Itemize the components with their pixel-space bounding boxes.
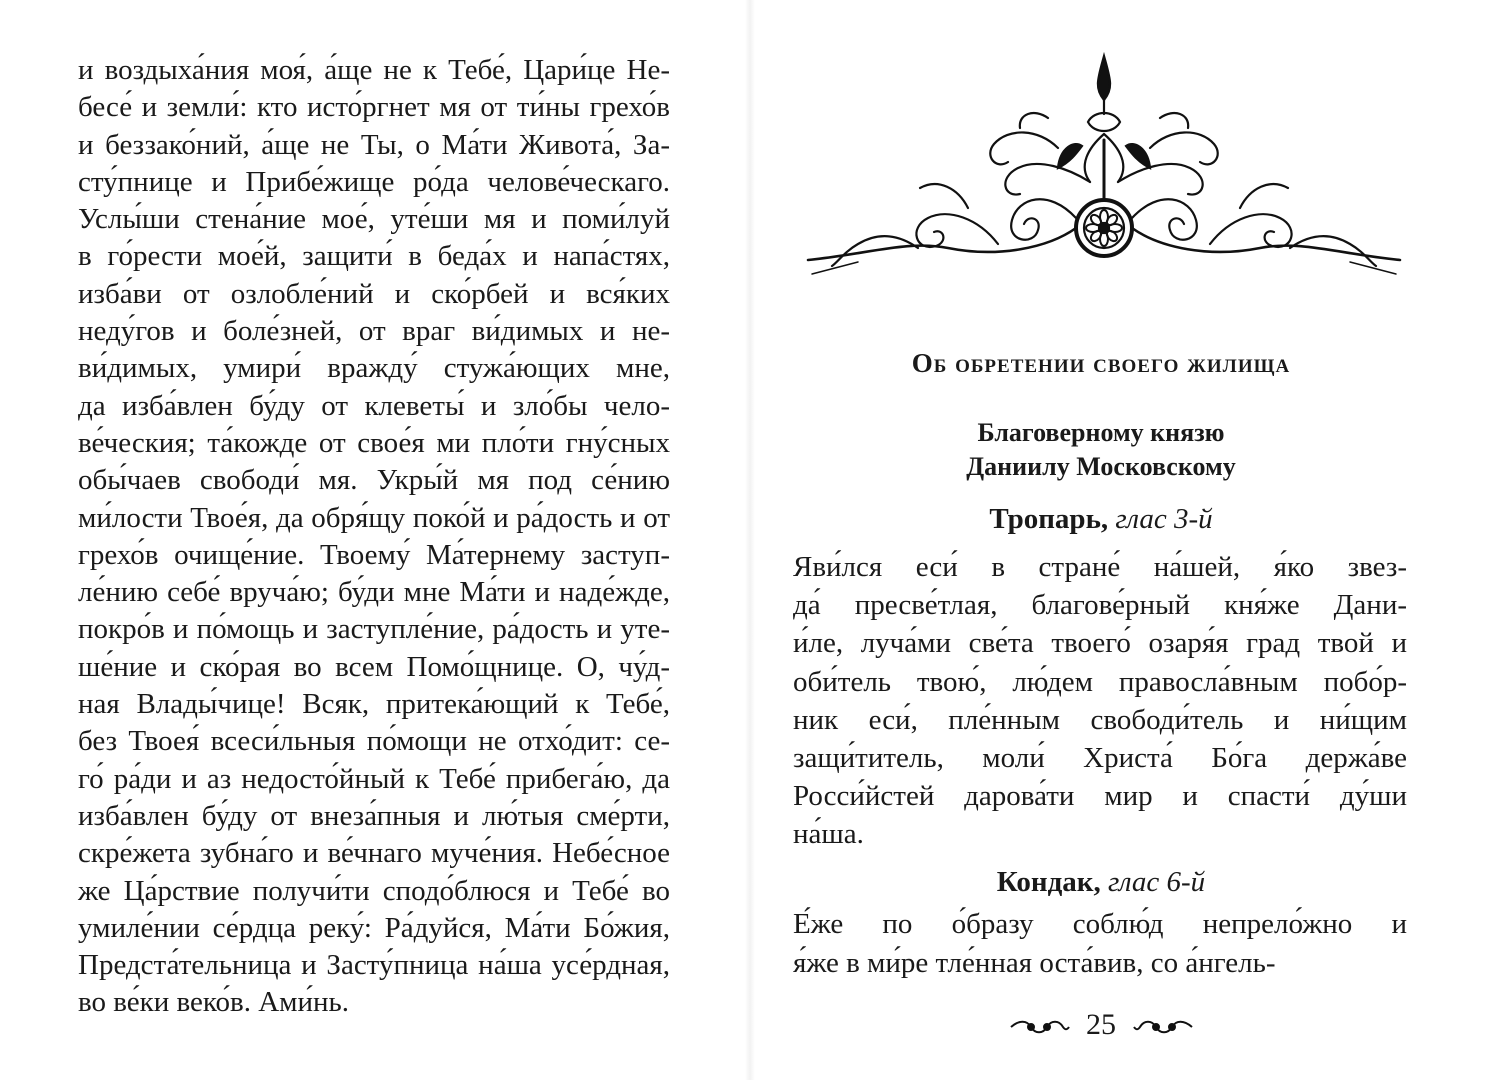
left-page-text-line: и воздыха́ния моя́, а́ще не к Тебе́, Цари́це Не- <box>78 54 670 86</box>
left-page-text-line: ви́димых, умири́ вражду́ стужа́ющих мне, <box>78 352 670 385</box>
left-page-text-line: покро́в и по́мощь и заступле́ние, ра́дость и уте- <box>78 613 670 646</box>
kontakion-text <box>793 905 1407 983</box>
left-page-text-line: без Твоея́ всеси́льныя по́мощи не отхо́дит: се- <box>78 725 670 758</box>
troparion-line: оби́тель твою́, лю́дем правосла́вным побо́р- <box>793 665 1407 698</box>
troparion-line: да́ пресве́тлая, благове́рный кня́же Дани- <box>793 589 1407 622</box>
left-page-text-line: ше́ние и ско́рая во всем Помо́щнице. О, чу́д- <box>78 650 670 683</box>
left-page-text-line: изба́ви от озлобле́ний и ско́рбей и вся́ких <box>78 277 670 310</box>
left-page-text-line: ле́нию себе́ вруча́ю; бу́ди мне Ма́ти и наде́жде, <box>78 576 670 609</box>
ornamental-headpiece-icon <box>798 48 1410 276</box>
left-page-text-line: обы́чаев свободи́ мя. Укры́й мя под се́нию <box>78 464 670 497</box>
subtitle-line-2: Даниилу Московскому <box>966 452 1236 481</box>
left-page-text-line: ная Влады́чице! Всяк, притека́ющий к Тебе́, <box>78 688 670 721</box>
right-page <box>790 0 1412 1080</box>
troparion-line: ник еси́, пле́нным свободи́тель и ни́щим <box>793 703 1407 736</box>
left-page-text-line: грехо́в очище́ние. Твоему́ Ма́тернему заступ- <box>78 538 670 571</box>
left-page-text-line: ми́лости Твое́я, да обря́щу поко́й и ра́дость и от <box>78 501 670 534</box>
left-page-text-line: да изба́влен бу́ду от клеветы́ и зло́бы чело- <box>78 389 670 422</box>
left-page-text-line: неду́гов и боле́зней, от враг ви́димых и не- <box>78 315 670 348</box>
page-number-block <box>790 1008 1412 1042</box>
page-number: 25 <box>1086 1008 1116 1041</box>
kontakion-tone: глас 6-й <box>1107 866 1206 898</box>
left-page-text-line: скре́жета зубна́го и ве́чнаго муче́ния. Небе́сное <box>78 837 670 870</box>
right-flourish-icon <box>1132 1016 1194 1038</box>
troparion-line: Яви́лся еси́ в стране́ на́шей, я́ко звез- <box>793 551 1407 583</box>
left-page-text-line: Услы́ши стена́ние мое́, уте́ши мя и поми́луй <box>78 203 670 236</box>
left-page-text-line: в го́рести мое́й, защити́ в беда́х и напа́стях, <box>78 240 670 273</box>
left-page-text-line: Предста́тельница и Засту́пница на́ша усе́рдная, <box>78 949 670 982</box>
kontakion-line: Е́же по о́бразу соблю́д непрело́жно и <box>793 908 1407 940</box>
troparion-line: Росси́йстей дарова́ти мир и спасти́ ду́ши <box>793 780 1407 813</box>
left-page-text-line: умиле́нии се́рдца реку́: Ра́дуйся, Ма́ти Бо́жия, <box>78 911 670 944</box>
troparion-heading <box>790 503 1412 536</box>
left-page-text-line: бесе́ и земли́: кто исто́ргнет мя от ти́ны грехо́в <box>78 91 670 124</box>
left-page-text-line: же Ца́рствие получи́ти сподо́блюся и Тебе́ во <box>78 874 670 907</box>
troparion-tone: глас 3-й <box>1115 503 1213 535</box>
left-page-text <box>78 52 670 1022</box>
left-page-text-line: и беззако́ний, а́ще не Ты, о Ма́ти Живота́, За- <box>78 128 670 161</box>
section-title: Об обретении своего жилища <box>911 348 1291 378</box>
left-page-text-line: го́ ра́ди и аз недосто́йный к Тебе́ прибега́ю, да <box>78 762 670 795</box>
kontakion-heading <box>790 866 1412 899</box>
kontakion-line: я́же в ми́ре тле́нная оста́вив, со а́нгель- <box>793 947 1276 979</box>
troparion-line: защи́титель, моли́ Христа́ Бо́га держа́ве <box>793 741 1407 774</box>
left-page-text-line: во ве́ки веко́в. Ами́нь. <box>78 986 350 1019</box>
book-gutter <box>745 0 755 1080</box>
left-page-text-line: ве́ческия; та́кожде от свое́я ми пло́ти гну́сных <box>78 426 670 459</box>
left-page-text-line: изба́влен бу́ду от внеза́пныя и лю́тыя сме́рти, <box>78 799 670 832</box>
troparion-text <box>793 548 1407 854</box>
left-flourish-icon <box>1009 1016 1071 1038</box>
troparion-line: на́ша. <box>793 818 864 851</box>
troparion-label: Тропарь, <box>989 503 1109 535</box>
troparion-line: и́ле, луча́ми све́та твоего́ озаря́я град твой и <box>793 627 1407 660</box>
subtitle-line-1: Благоверному князю <box>977 418 1225 447</box>
kontakion-label: Кондак, <box>996 866 1101 898</box>
left-page-text-line: сту́пнице и Прибе́жище ро́да челове́ческаго. <box>78 165 670 198</box>
